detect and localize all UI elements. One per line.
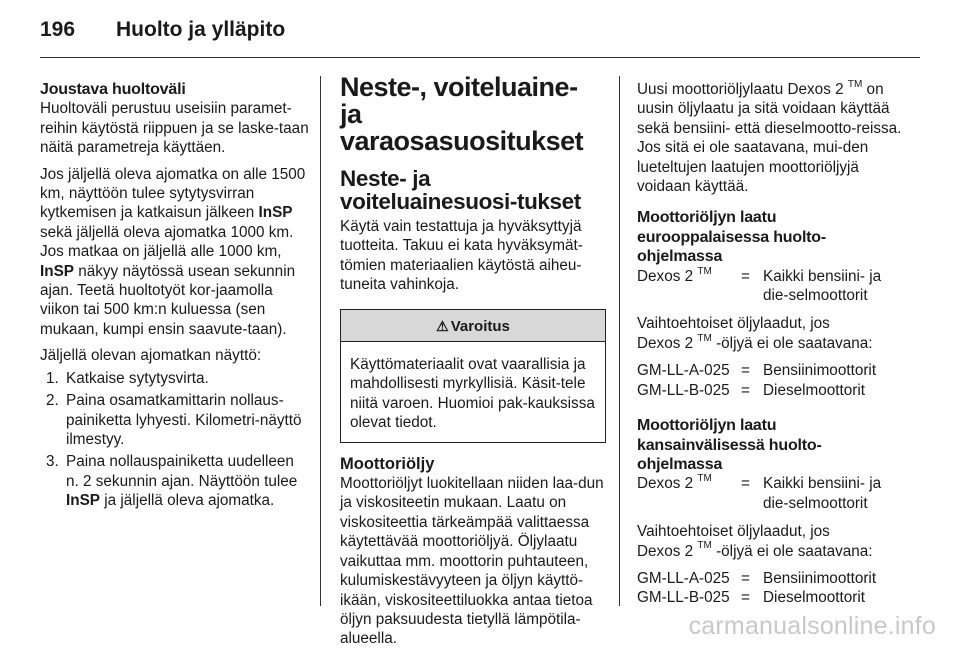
header-divider xyxy=(40,57,920,58)
insp-label: InSP xyxy=(66,492,100,510)
text-run: Dexos 2 xyxy=(637,475,698,493)
text-run: Uusi moottoriöljylaatu Dexos 2 xyxy=(637,81,848,98)
table-row xyxy=(637,569,903,588)
column-2 xyxy=(340,74,606,656)
warning-box xyxy=(340,309,606,443)
spec-description: Dieselmoottorit xyxy=(763,589,866,607)
text-run: sekä jäljellä oleva ajomatka 1000 km. Jos matkaa on jäljellä alle 1000 km, xyxy=(40,223,294,261)
spec-code xyxy=(637,267,741,306)
spec-heading-international: Moottoriöljyn laatu kansainvälisessä huolto-ohjelmassa xyxy=(637,417,822,473)
trademark: TM xyxy=(847,78,863,90)
column-1 xyxy=(40,80,310,514)
paragraph: Huoltoväli perustuu useisiin paramet-reihin käytöstä riippuen ja se laske-taan näitä parametreja käyttäen. xyxy=(40,100,309,157)
trademark: TM xyxy=(697,473,712,485)
column-3 xyxy=(637,80,903,608)
paragraph xyxy=(637,314,903,353)
equals-sign: = xyxy=(741,589,750,607)
step-text: ja jäljellä oleva ajomatka. xyxy=(100,492,275,510)
section-heading-fluids: Neste- ja voiteluainesuosi-tukset xyxy=(340,166,581,214)
spec-code: GM-LL-A-025 xyxy=(637,569,730,587)
paragraph xyxy=(40,165,310,340)
section-heading-flexible-service: Joustava huoltoväli xyxy=(40,81,186,98)
page-number: 196 xyxy=(40,18,76,41)
column-divider-1 xyxy=(320,76,321,606)
text-run: -öljyä ei ole saatavana: xyxy=(711,542,873,560)
text-run: Dexos 2 xyxy=(637,334,698,352)
chapter-heading: Neste-, voiteluaine- ja varaosasuositukset xyxy=(340,72,584,156)
spec-code: GM-LL-B-025 xyxy=(637,381,730,399)
spec-description: Kaikki bensiini- ja die-selmoottorit xyxy=(763,267,882,305)
list-item xyxy=(40,452,310,510)
equals-sign: = xyxy=(741,475,750,493)
step-number: 3. xyxy=(46,453,59,471)
watermark: carmanualsonline.info xyxy=(688,612,936,640)
spec-table-european xyxy=(637,361,903,400)
step-text: Paina nollauspainiketta uudelleen n. 2 sekunnin ajan. Näyttöön tulee xyxy=(66,453,298,490)
equals-sign: = xyxy=(741,267,750,285)
list-item xyxy=(40,391,310,449)
paragraph: Moottoriöljyt luokitellaan niiden laa-dun ja viskositeetin mukaan. Laatu on viskositeettia tärkeämpää valittaessa käytettävää moottoriöljyä. Öljylaatu vaikuttaa mm. moottorin puhtauteen, kulumiskestävyyteen ja öljyn käyttö-ikään, viskositeettiluokka antaa tietoa öljyn paksuudesta tietyllä lämpötila-alueella. xyxy=(340,475,604,648)
equals-sign: = xyxy=(741,362,750,380)
spec-description: Bensiinimoottorit xyxy=(763,362,877,380)
warning-text: Käyttömateriaalit ovat vaarallisia ja mahdollisesti myrkyllisiä. Käsit-tele niitä varoen. Huomioi pak-kauksissa olevat tiedot. xyxy=(350,356,595,432)
text-run: Jos jäljellä oleva ajomatka on alle 1500 km, näyttöön tulee sytytysvirran kytkemisen ja katkaisun jälkeen xyxy=(40,165,306,222)
paragraph: Jäljellä olevan ajomatkan näyttö: xyxy=(40,347,262,365)
table-row xyxy=(637,381,903,400)
equals-sign: = xyxy=(741,569,750,587)
warning-title: Varoitus xyxy=(450,317,510,335)
spec-description: Dieselmoottorit xyxy=(763,381,866,399)
spec-code xyxy=(637,474,741,513)
page-header xyxy=(40,18,285,42)
text-run: Vaihtoehtoiset öljylaadut, jos xyxy=(637,523,830,541)
spec-code: GM-LL-A-025 xyxy=(637,362,730,380)
paragraph xyxy=(637,80,903,196)
text-run: Dexos 2 xyxy=(637,267,698,285)
trademark: TM xyxy=(697,265,712,277)
list-item xyxy=(40,369,310,388)
table-row xyxy=(637,361,903,380)
text-run: Dexos 2 xyxy=(637,542,698,560)
section-heading-engine-oil: Moottoriöljy xyxy=(340,454,435,473)
text-run: näkyy näytössä usean sekunnin ajan. Teetä huoltotyöt kor-jaamolla viikon tai 500 km:n kuluessa (sen mukaan, kumpi ensin saavute-taan). xyxy=(40,262,296,338)
table-row xyxy=(637,588,903,607)
spec-description: Kaikki bensiini- ja die-selmoottorit xyxy=(763,475,882,512)
spec-heading-european: Moottoriöljyn laatu eurooppalaisessa huolto-ohjelmassa xyxy=(637,209,827,266)
spec-row-dexos xyxy=(637,474,903,513)
trademark: TM xyxy=(697,540,712,552)
paragraph: Käytä vain testattuja ja hyväksyttyjä tuotteita. Takuu ei kata hyväksymät-tömien materiaalien käytöstä aiheu-tuneita vahinkoja. xyxy=(340,218,583,294)
column-divider-2 xyxy=(619,76,620,606)
text-run: Vaihtoehtoiset öljylaadut, jos xyxy=(637,315,830,333)
text-run: -öljyä ei ole saatavana: xyxy=(711,334,873,352)
paragraph xyxy=(637,522,903,561)
spec-code: GM-LL-B-025 xyxy=(637,589,730,607)
text-run: on uusin öljylaatu ja sitä voidaan käyttää sekä bensiini- että dieselmootto-reissa. Jos sitä ei ole saatavana, mui-den lueteltujen laatujen moottoriöljyjä voidaan käyttää. xyxy=(637,81,902,196)
trademark: TM xyxy=(697,332,712,344)
spec-row-dexos xyxy=(637,267,903,306)
step-text: Katkaise sytytysvirta. xyxy=(66,369,209,387)
insp-label: InSP xyxy=(258,204,293,222)
spec-description: Bensiinimoottorit xyxy=(763,569,877,587)
steps-list xyxy=(40,369,310,511)
page-title: Huolto ja ylläpito xyxy=(116,18,286,41)
step-text: Paina osamatkamittarin nollaus-painiketta lyhyesti. Kilometri-näyttö ilmestyy. xyxy=(66,392,302,448)
spec-table-international xyxy=(637,569,903,608)
insp-label: InSP xyxy=(40,262,74,280)
warning-header xyxy=(341,310,605,342)
equals-sign: = xyxy=(741,381,750,399)
step-number: 1. xyxy=(46,369,59,387)
step-number: 2. xyxy=(46,392,59,410)
warning-triangle-icon: ⚠ xyxy=(436,317,449,334)
